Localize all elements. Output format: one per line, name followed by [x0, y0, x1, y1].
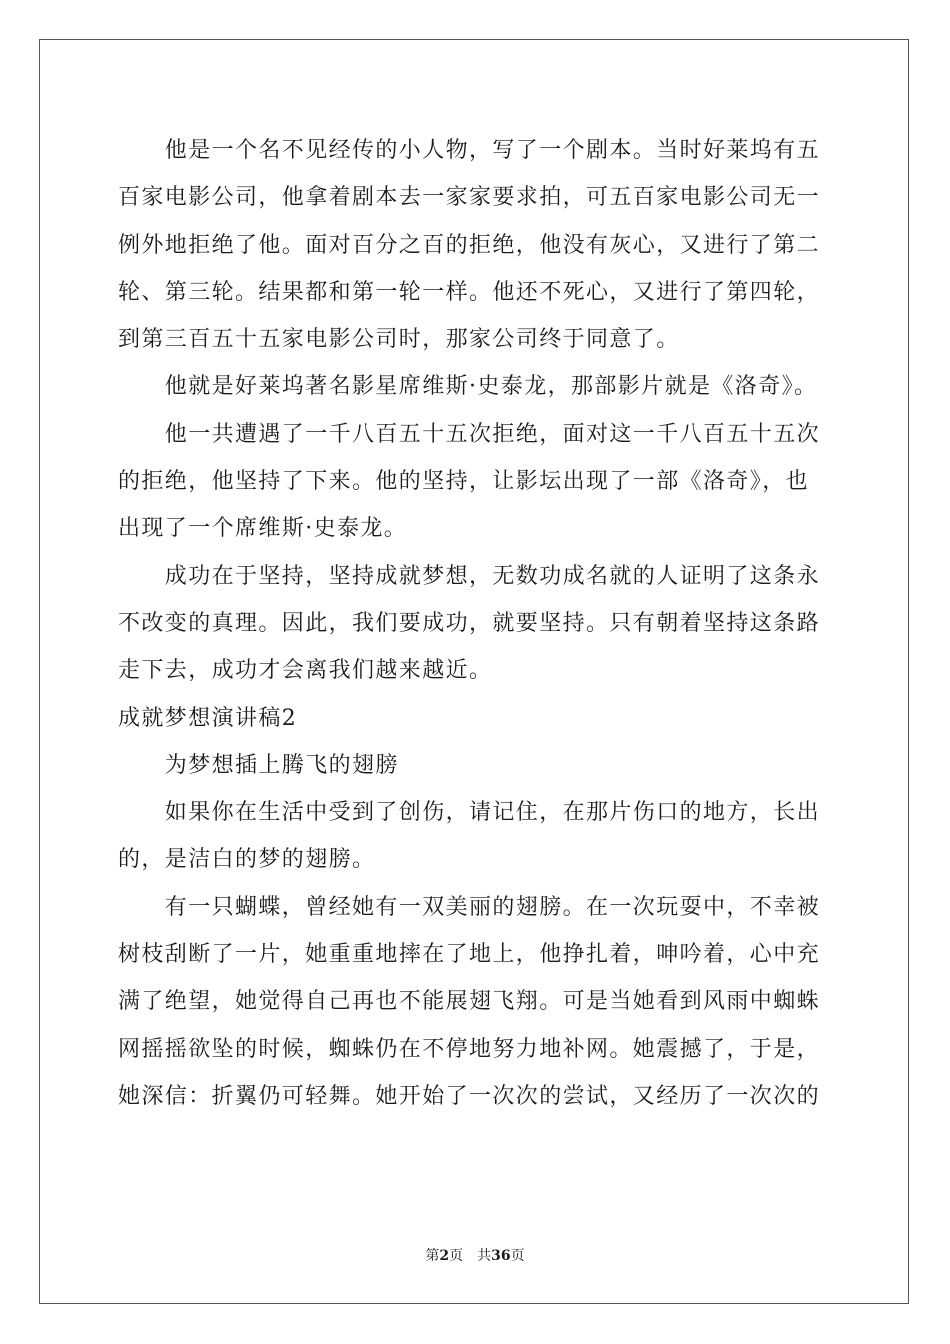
text-line: 她深信：折翼仍可轻舞。她开始了一次次的尝试，又经历了一次次的 [118, 1083, 821, 1109]
text-line: 网摇摇欲坠的时候，蜘蛛仍在不停地努力地补网。她震撼了，于是， [118, 1036, 821, 1062]
text-line: 他一共遭遇了一千八百五十五次拒绝，面对这一千八百五十五次 [118, 421, 821, 447]
footer-prefix: 第 [425, 1248, 440, 1264]
text-line: 的拒绝，他坚持了下来。他的坚持，让影坛出现了一部《洛奇》，也 [118, 469, 810, 495]
text-line: 轮、第三轮。结果都和第一轮一样。他还不死心，又进行了第四轮， [118, 279, 821, 305]
text-line: 到第三百五十五家电影公司时，那家公司终于同意了。 [118, 327, 680, 353]
text-line: 出现了一个席维斯·史泰龙。 [118, 516, 408, 542]
text-line: 成功在于坚持，坚持成就梦想，无数功成名就的人证明了这条永 [118, 563, 821, 589]
text-line: 百家电影公司，他拿着剧本去一家家要求拍，可五百家电影公司无一 [118, 185, 821, 211]
document-body [118, 127, 838, 1120]
text-line: 满了绝望，她觉得自己再也不能展翅飞翔。可是当她看到风雨中蜘蛛 [118, 989, 821, 1015]
text-line: 走下去，成功才会离我们越来越近。 [118, 658, 493, 684]
text-line: 例外地拒绝了他。面对百分之百的拒绝，他没有灰心，又进行了第二 [118, 232, 821, 258]
text-line: 如果你在生活中受到了创伤，请记住，在那片伤口的地方，长出 [118, 800, 821, 826]
text-line: 有一只蝴蝶，曾经她有一双美丽的翅膀。在一次玩耍中，不幸被 [118, 894, 821, 920]
speech-title: 为梦想插上腾飞的翅膀 [118, 752, 399, 778]
text-line: 树枝刮断了一片，她重重地摔在了地上，他挣扎着，呻吟着，心中充 [118, 942, 821, 968]
section-heading: 成就梦想演讲稿2 [118, 705, 298, 731]
text-line: 他就是好莱坞著名影星席维斯·史泰龙，那部影片就是《洛奇》。 [118, 374, 818, 400]
current-page-number: 2 [439, 1248, 450, 1264]
text-line: 他是一个名不见经传的小人物，写了一个剧本。当时好莱坞有五 [118, 138, 821, 163]
text-line: 的，是洁白的梦的翅膀。 [118, 847, 376, 873]
total-page-count: 36 [491, 1248, 511, 1264]
footer-mid: 页 共 [449, 1248, 492, 1264]
text-line: 不改变的真理。因此，我们要成功，就要坚持。只有朝着坚持这条路 [118, 610, 821, 636]
footer-suffix: 页 [510, 1248, 525, 1264]
page-footer [0, 1246, 950, 1266]
